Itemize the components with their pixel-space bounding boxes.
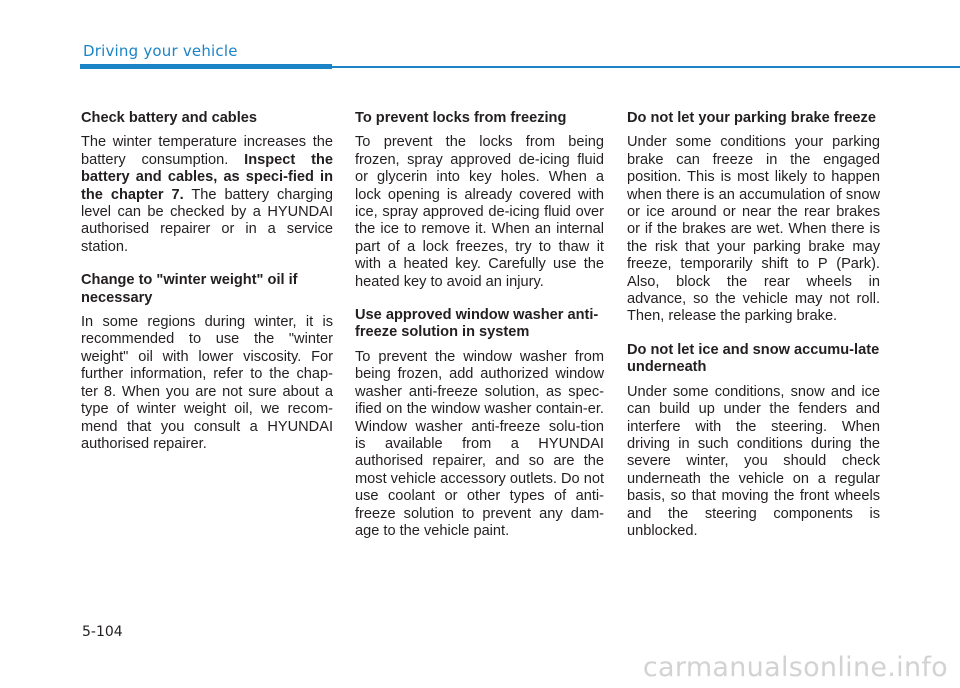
- section-ice-snow: [627, 342, 880, 540]
- section-heading: Check battery and cables: [81, 110, 258, 126]
- header-rule-thick: [80, 64, 332, 69]
- column-1: [81, 110, 333, 469]
- section-body: In some regions during winter, it is recommended to use the "winter weight" oil with lower viscosity. For further information, refer to the chap-ter 8. When you are not sure about a type of winter weight oil, we recom-mend that you consult a HYUNDAI authorised repairer.: [81, 314, 333, 452]
- chapter-title: Driving your vehicle: [83, 42, 238, 60]
- body-text-before: The winter temperature increases the battery consumption.: [81, 134, 333, 168]
- section-heading: To prevent locks from freezing: [355, 110, 567, 126]
- section-washer-antifreeze: [355, 307, 604, 540]
- section-body: Under some conditions your parking brake can freeze in the engaged position. This is most likely to happen when there is an accumulation of snow or ice around or near the rear brakes or if the brakes are wet. When there is the risk that your parking brake may freeze, temporarily shift to P (Park). Also, block the rear wheels in advance, so the vehicle may not roll. Then, release the parking brake.: [627, 134, 880, 325]
- section-check-battery: [81, 110, 333, 256]
- header-rule-thin: [332, 66, 960, 68]
- page-number: 5-104: [82, 624, 123, 640]
- column-2: [355, 110, 604, 556]
- section-locks-freezing: [355, 110, 604, 291]
- body-text-after: The battery charging level can be checked by a HYUNDAI authorised repairer or in a service station.: [81, 186, 333, 255]
- watermark: carmanualsonline.info: [642, 652, 948, 683]
- section-body: [81, 134, 333, 256]
- section-heading: Change to "winter weight" oil if necessary: [81, 272, 298, 306]
- section-parking-brake: [627, 110, 880, 326]
- section-body: Under some conditions, snow and ice can build up under the fenders and interfere with the steering. When driving in such conditions during the severe winter, you should check underneath the vehicle on a regular basis, so that moving the front wheels and the steering components is unblocked.: [627, 383, 880, 539]
- section-heading: Use approved window washer anti-freeze solution in system: [355, 307, 599, 341]
- body-text-bold: Inspect the battery and cables, as speci-fied in the chapter 7.: [81, 151, 333, 203]
- section-heading: Do not let ice and snow accumu-late underneath: [627, 341, 880, 376]
- section-body: To prevent the locks from being frozen, spray approved de-icing fluid or glycerin into key holes. When a lock opening is already covered with ice, spray approved de-icing fluid over the ice to remove it. When an internal part of a lock freezes, try to thaw it with a heated key. Carefully use the heated key to avoid an injury.: [355, 134, 604, 290]
- section-winter-oil: [81, 272, 333, 453]
- section-body: To prevent the window washer from being frozen, add authorized window washer anti-freeze solution, as spec-ified on the window washer contain-er. Window washer anti-freeze solu-tion is available from a HYUNDAI authorised repairer, and so are the most vehicle accessory outlets. Do not use coolant or other types of anti-freeze solution to prevent any dam-age to the vehicle paint.: [355, 348, 605, 539]
- column-3: [627, 110, 880, 556]
- section-heading: Do not let your parking brake freeze: [627, 110, 876, 126]
